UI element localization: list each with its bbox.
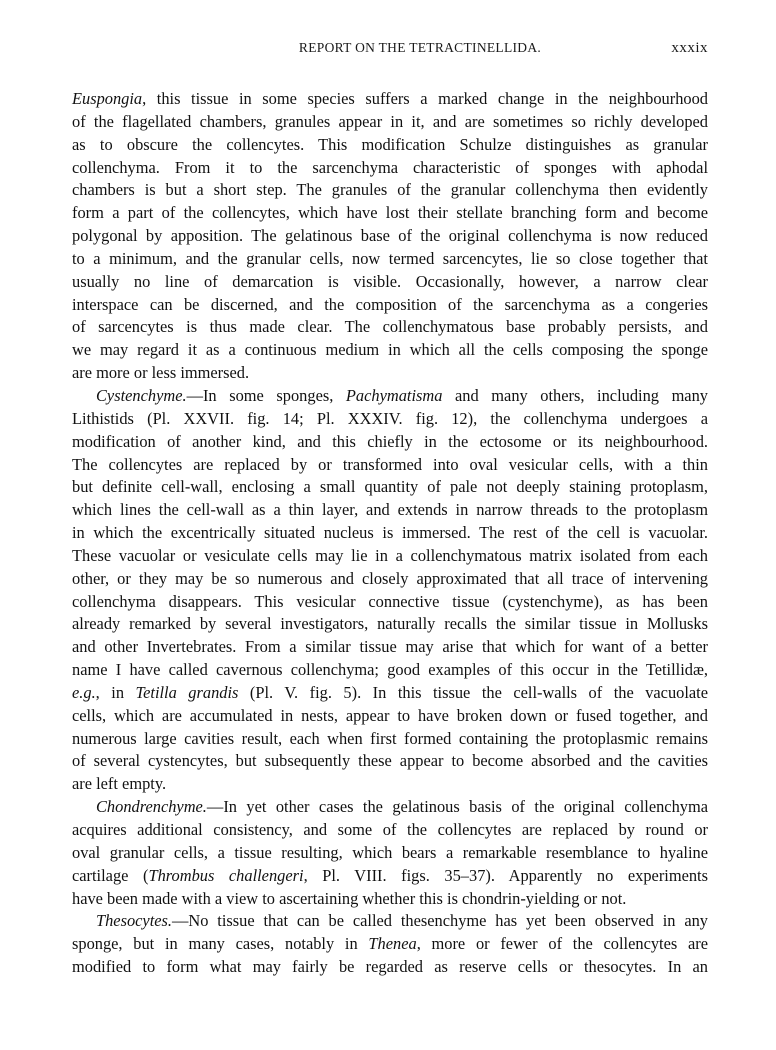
text-line bbox=[72, 728, 708, 751]
italic-term: Thesocytes. bbox=[96, 911, 173, 931]
text-line bbox=[72, 271, 708, 294]
running-title: REPORT ON THE TETRACTINELLIDA. bbox=[298, 40, 542, 55]
text-line bbox=[72, 385, 708, 408]
text-run: numerous large cavities result, each when first formed containing the protoplasmic remains bbox=[72, 728, 708, 748]
italic-term: e.g. bbox=[72, 682, 96, 702]
italic-term: Thenea bbox=[368, 934, 417, 954]
text-line bbox=[72, 134, 708, 157]
text-run: already remarked by several investigators, naturally recalls the similar tissue in Mollusks bbox=[72, 614, 708, 634]
text-run: —In some sponges, bbox=[186, 385, 346, 405]
italic-term: Thrombus challengeri bbox=[148, 865, 304, 885]
text-run: —In yet other cases the gelatinous basis of the original collenchyma bbox=[206, 797, 708, 817]
text-line bbox=[72, 865, 708, 888]
text-line bbox=[72, 179, 708, 202]
text-run: we may regard it as a continuous medium in which all the cells composing the sponge bbox=[72, 340, 708, 360]
text-run: are more or less immersed. bbox=[72, 363, 250, 383]
text-run: polygonal by apposition. The gelatinous base of the original collenchyma is now reduced bbox=[72, 226, 708, 246]
text-run: cells, which are accumulated in nests, appear to have broken down or fused together, and bbox=[72, 705, 708, 725]
text-line bbox=[72, 157, 708, 180]
text-run: but definite cell-wall, enclosing a small quantity of pale not deeply staining protoplasm, bbox=[72, 477, 708, 497]
text-run: , in bbox=[95, 682, 136, 702]
text-run: These vacuolar or vesiculate cells may lie in a collenchymatous matrix isolated from each bbox=[72, 545, 708, 565]
text-line bbox=[72, 568, 708, 591]
text-run: modification of another kind, and this chiefly in the ectosome or its neighbourhood. bbox=[72, 431, 708, 451]
text-line bbox=[72, 705, 708, 728]
text-line bbox=[72, 454, 708, 477]
text-line bbox=[72, 294, 708, 317]
text-line bbox=[72, 476, 708, 499]
text-run: to a minimum, and the granular cells, now termed sarcencytes, lie so close together that bbox=[72, 248, 708, 268]
text-line bbox=[72, 613, 708, 636]
text-run: , more or fewer of the collencytes are bbox=[416, 934, 709, 954]
text-run: are left empty. bbox=[72, 774, 167, 794]
text-line bbox=[72, 316, 708, 339]
text-line bbox=[72, 910, 708, 933]
text-line bbox=[72, 682, 708, 705]
text-run: form a part of the collencytes, which have lost their stellate branching form and become bbox=[72, 203, 708, 223]
text-line bbox=[72, 659, 708, 682]
paragraph bbox=[72, 910, 708, 979]
paragraph bbox=[72, 385, 708, 796]
text-line bbox=[72, 499, 708, 522]
text-run: have been made with a view to ascertaining whether this is chondrin-yielding or not. bbox=[72, 888, 627, 908]
text-run: oval granular cells, a tissue resulting, which bears a remarkable resemblance to hyaline bbox=[72, 842, 708, 862]
italic-term: Cystenchyme. bbox=[96, 385, 187, 405]
text-run: as to obscure the collencytes. This modification Schulze distinguishes as granular bbox=[72, 134, 708, 154]
text-run: of sarcencytes is thus made clear. The collenchymatous base probably persists, and bbox=[72, 317, 708, 337]
text-run: usually no line of demarcation is visible. Occasionally, however, a narrow clear bbox=[72, 271, 708, 291]
text-run: sponge, but in many cases, notably in bbox=[72, 934, 369, 954]
text-line bbox=[72, 248, 708, 271]
text-line bbox=[72, 545, 708, 568]
text-line bbox=[72, 842, 708, 865]
text-run: (Pl. V. fig. 5). In this tissue the cell-walls of the vacuolate bbox=[238, 682, 709, 702]
body-text bbox=[72, 88, 708, 979]
text-run: , Pl. VIII. figs. 35–37). Apparently no experiments bbox=[303, 865, 708, 885]
text-run: Lithistids (Pl. XXVII. fig. 14; Pl. XXXIV. fig. 12), the collenchyma undergoes a bbox=[72, 408, 708, 428]
text-line bbox=[72, 591, 708, 614]
text-line bbox=[72, 819, 708, 842]
text-line bbox=[72, 88, 708, 111]
text-run: other, or they may be so numerous and closely approximated that all trace of intervening bbox=[72, 568, 708, 588]
text-run: name I have called cavernous collenchyma; good examples of this occur in the Tetillidæ, bbox=[72, 660, 708, 680]
italic-term: Chondrenchyme. bbox=[96, 797, 207, 817]
text-run: —No tissue that can be called thesenchyme has yet been observed in any bbox=[172, 911, 708, 931]
text-line bbox=[72, 111, 708, 134]
text-line bbox=[72, 202, 708, 225]
text-run: The collencytes are replaced by or transformed into oval vesicular cells, with a thin bbox=[72, 454, 708, 474]
text-line bbox=[72, 956, 708, 979]
text-line bbox=[72, 225, 708, 248]
running-head bbox=[72, 40, 708, 62]
text-line bbox=[72, 431, 708, 454]
text-line bbox=[72, 362, 708, 385]
text-run: , this tissue in some species suffers a marked change in the neighbourhood bbox=[142, 89, 708, 108]
text-line bbox=[72, 796, 708, 819]
text-run: acquires additional consistency, and some of the collencytes are replaced by round or bbox=[72, 820, 708, 839]
text-line bbox=[72, 636, 708, 659]
italic-term: Pachymatisma bbox=[345, 385, 443, 405]
text-run: of several cystencytes, but subsequently these appear to become absorbed and the cavities bbox=[72, 751, 708, 771]
text-line bbox=[72, 408, 708, 431]
text-line bbox=[72, 888, 708, 911]
text-run: cartilage ( bbox=[72, 865, 149, 885]
text-line bbox=[72, 773, 708, 796]
italic-term: Euspongia bbox=[72, 89, 143, 108]
text-run: chambers is but a short step. The granules of the granular collenchyma then evidently bbox=[72, 180, 708, 200]
text-line bbox=[72, 339, 708, 362]
text-run: of the flagellated chambers, granules appear in it, and are sometimes so richly developed bbox=[72, 111, 708, 131]
page-number: xxxix bbox=[671, 40, 708, 56]
text-line bbox=[72, 750, 708, 773]
text-run: in which the excentrically situated nucleus is immersed. The rest of the cell is vacuolar. bbox=[72, 523, 708, 543]
text-run: modified to form what may fairly be regarded as reserve cells or thesocytes. In an bbox=[72, 957, 708, 977]
text-line bbox=[72, 522, 708, 545]
italic-term: Tetilla grandis bbox=[135, 682, 239, 702]
text-line bbox=[72, 933, 708, 956]
paragraph bbox=[72, 796, 708, 910]
text-run: and other Invertebrates. From a similar tissue may arise that which for want of a better bbox=[72, 637, 708, 657]
text-run: which lines the cell-wall as a thin layer, and extends in narrow threads to the protoplasm bbox=[72, 500, 708, 520]
text-run: interspace can be discerned, and the composition of the sarcenchyma as a congeries bbox=[72, 294, 708, 314]
text-run: and many others, including many bbox=[442, 385, 708, 405]
text-run: collenchyma disappears. This vesicular connective tissue (cystenchyme), as has been bbox=[72, 591, 708, 611]
paragraph bbox=[72, 88, 708, 385]
text-run: collenchyma. From it to the sarcenchyma characteristic of sponges with aphodal bbox=[72, 157, 708, 177]
